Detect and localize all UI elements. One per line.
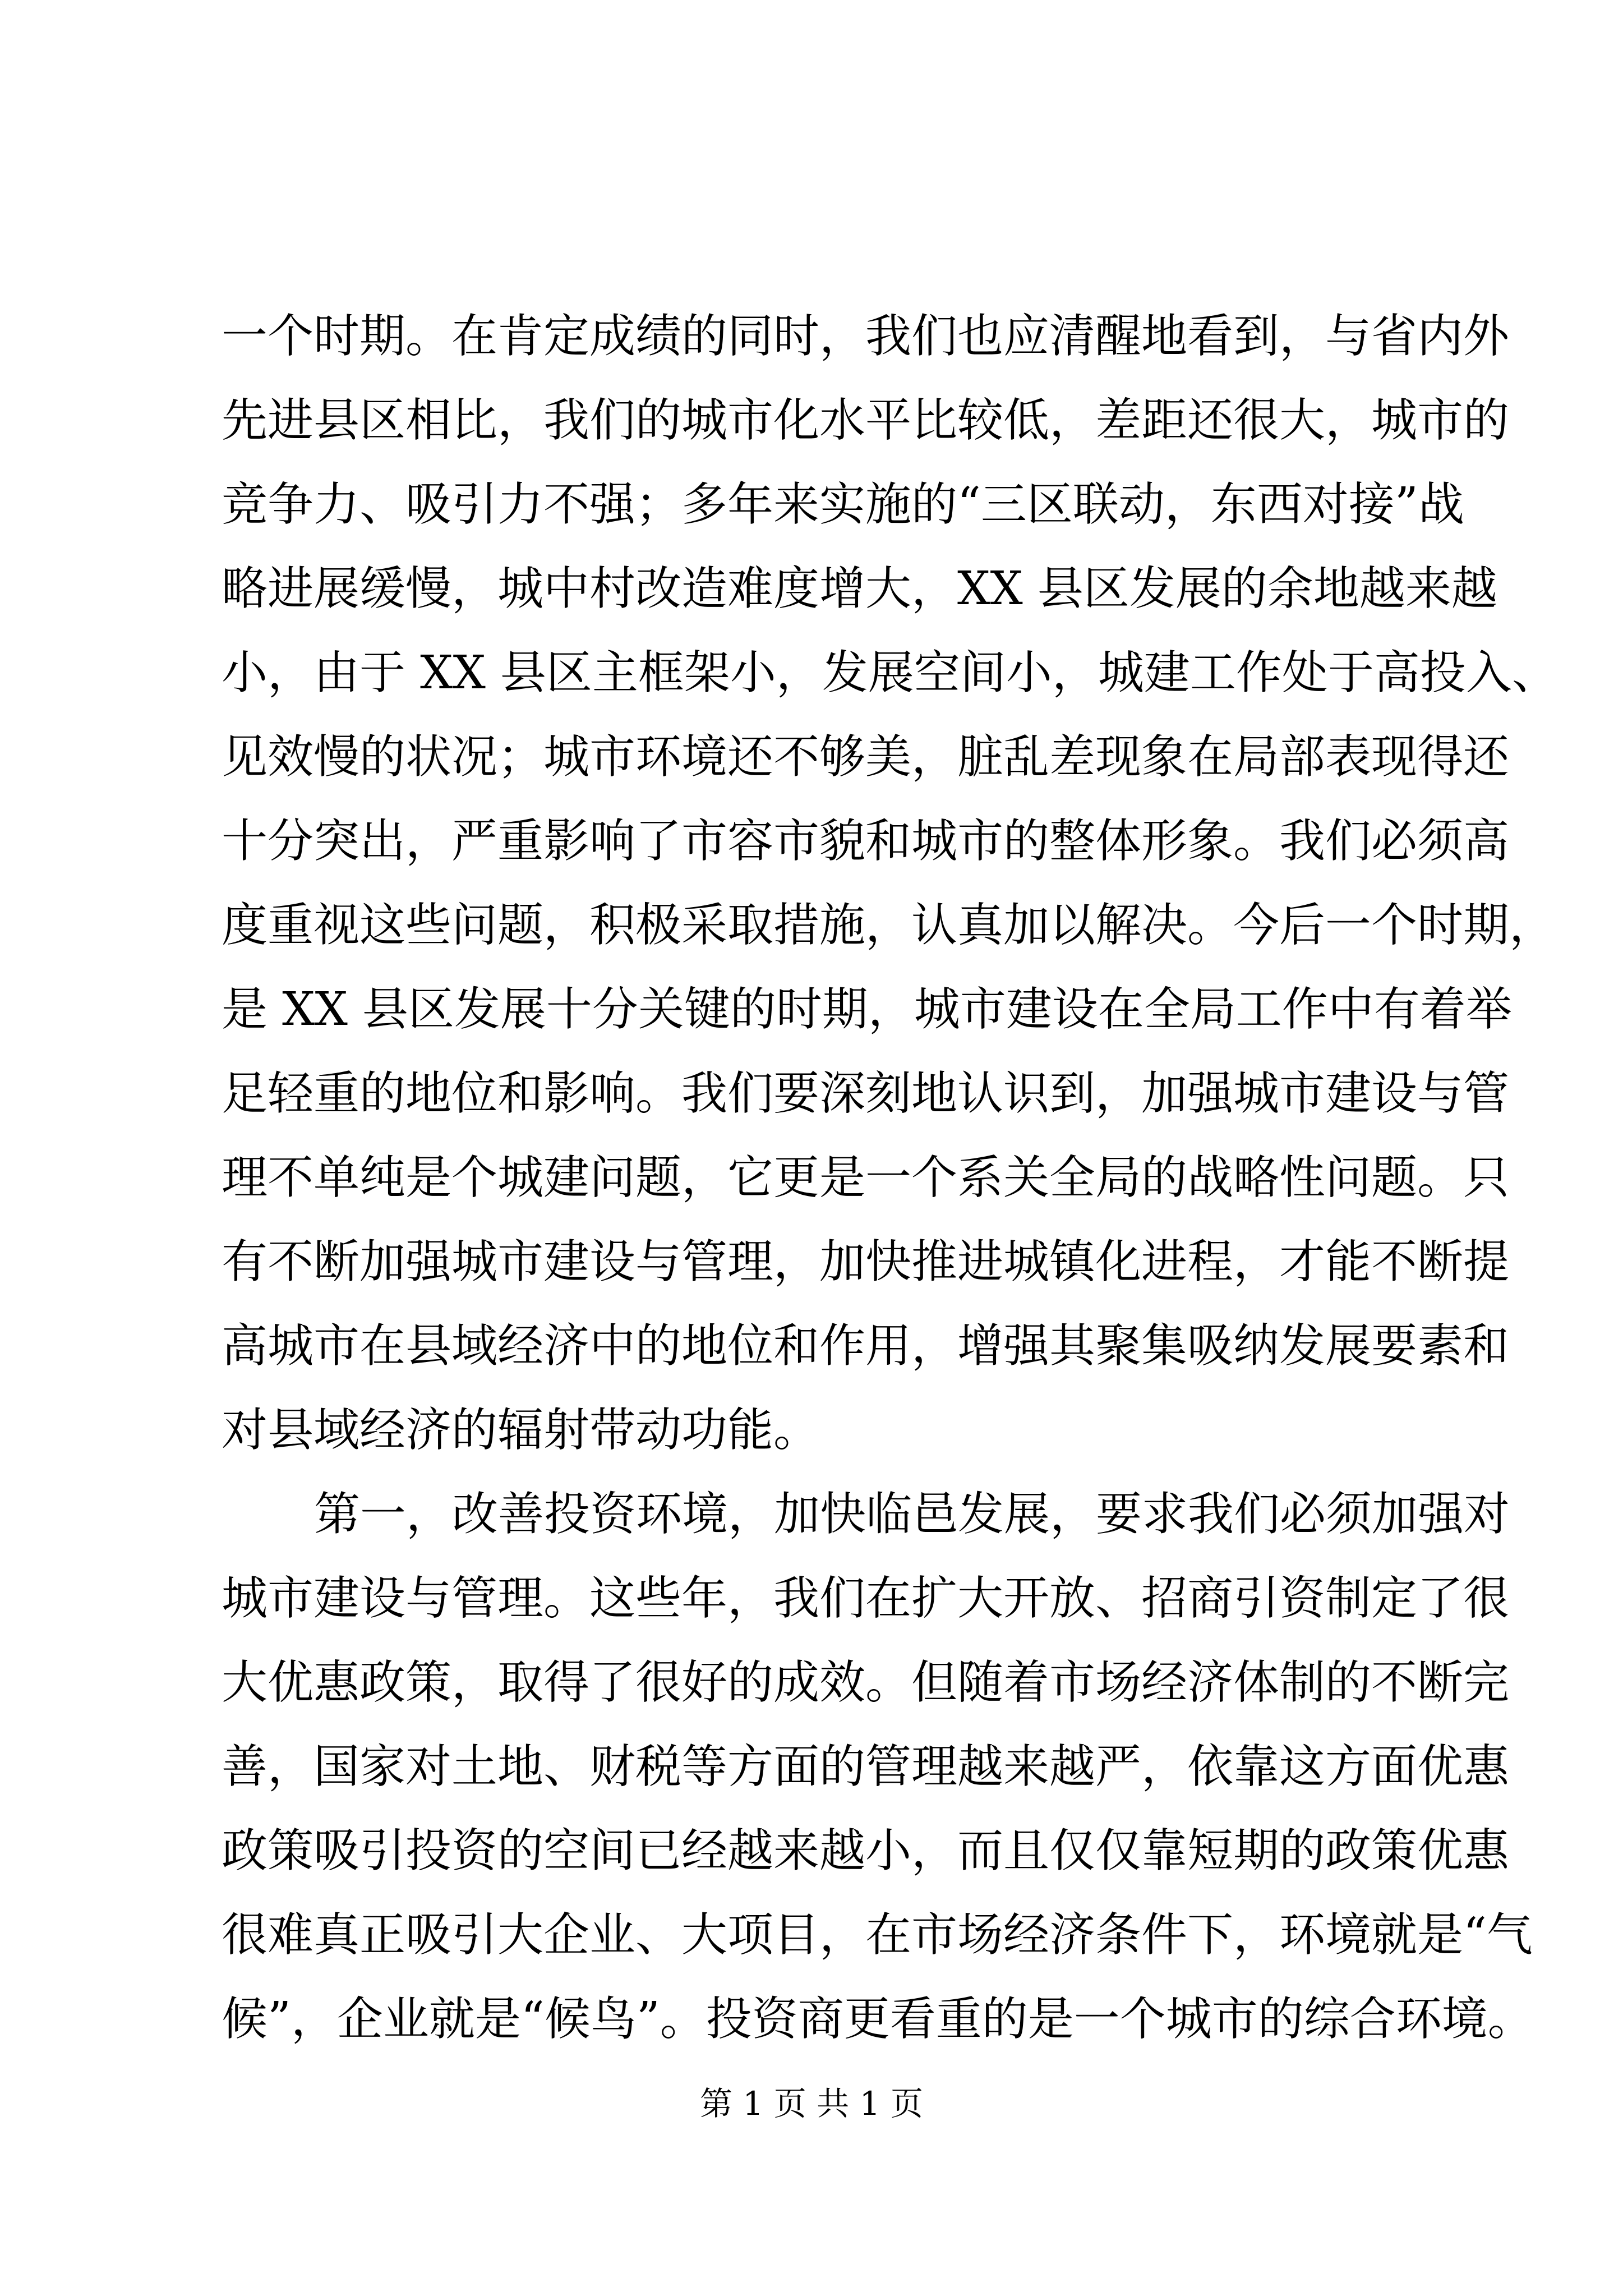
text-line: 有不断加强城市建设与管理，加快推进城镇化进程，才能不断提 (222, 1235, 1510, 1289)
text-line: 大优惠政策，取得了很好的成效。但随着市场经济体制的不断完 (222, 1656, 1510, 1709)
text-line: 善，国家对土地、财税等方面的管理越来越严，依靠这方面优惠 (222, 1740, 1510, 1793)
text-line: 见效慢的状况；城市环境还不够美，脏乱差现象在局部表现得还 (222, 730, 1510, 784)
text-line: 是 XX 县区发展十分关键的时期，城市建设在全局工作中有着举 (222, 983, 1512, 1036)
text-line: 候”，企业就是“候鸟”。投资商更看重的是一个城市的综合环境。 (222, 1993, 1534, 2046)
text-line: 竞争力、吸引力不强；多年来实施的“三区联动，东西对接”战 (222, 478, 1464, 531)
page-footer (0, 2081, 1623, 2126)
body-text (222, 295, 1558, 2062)
text-line: 先进县区相比，我们的城市化水平比较低，差距还很大，城市的 (222, 394, 1510, 447)
page-number-label: 第 1 页 共 1 页 (700, 2085, 923, 2123)
paragraph-start-line: 第一，改善投资环境，加快临邑发展，要求我们必须加强对 (314, 1488, 1510, 1541)
text-line: 小，由于 XX 县区主框架小，发展空间小，城建工作处于高投入、 (222, 646, 1558, 700)
text-line: 一个时期。在肯定成绩的同时，我们也应清醒地看到，与省内外 (222, 310, 1510, 363)
text-line: 度重视这些问题，积极采取措施，认真加以解决。今后一个时期， (222, 899, 1556, 952)
text-line: 十分突出，严重影响了市容市貌和城市的整体形象。我们必须高 (222, 815, 1510, 868)
text-line: 政策吸引投资的空间已经越来越小，而且仅仅靠短期的政策优惠 (222, 1824, 1510, 1878)
text-line: 城市建设与管理。这些年，我们在扩大开放、招商引资制定了很 (222, 1572, 1510, 1625)
text-line: 很难真正吸引大企业、大项目，在市场经济条件下，环境就是“气 (222, 1908, 1533, 1962)
text-line: 理不单纯是个城建问题，它更是一个系关全局的战略性问题。只 (222, 1151, 1510, 1204)
text-line: 对县域经济的辐射带动功能。 (222, 1404, 820, 1457)
text-line: 高城市在县域经济中的地位和作用，增强其聚集吸纳发展要素和 (222, 1319, 1510, 1373)
text-line: 足轻重的地位和影响。我们要深刻地认识到，加强城市建设与管 (222, 1067, 1510, 1120)
text-line: 略进展缓慢，城中村改造难度增大，XX 县区发展的余地越来越 (222, 562, 1497, 615)
